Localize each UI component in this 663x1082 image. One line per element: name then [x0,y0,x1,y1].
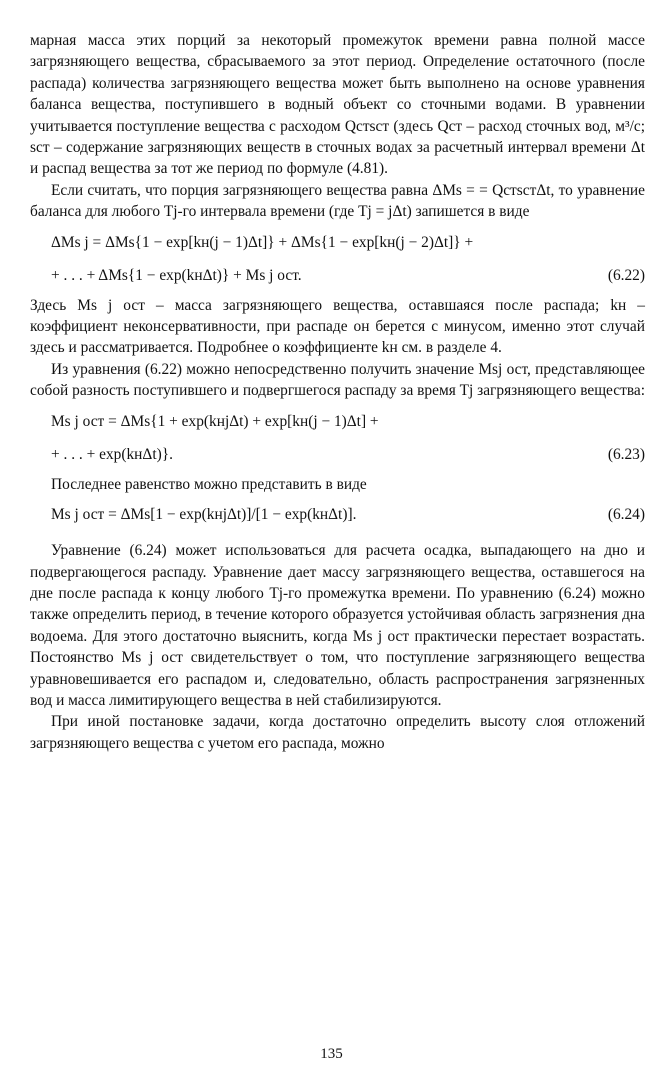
equation-number: (6.23) [607,445,645,463]
equation-text: + . . . + exp(kнΔt)}. [51,445,173,463]
equation-number: (6.22) [607,266,645,284]
equation-6-24 [51,501,645,528]
paragraph-continuation: марная масса этих порций за некоторый промежуток времени равна полной массе загрязняющего вещества, сбрасываемого за этот период. Определение остаточного (после распада) количества загрязняющего вещества может быть выполнено на основе уравнения баланса вещества, поступившего в водный объект со сточными водами. В уравнении учитывается поступление вещества с расходом Qстsст (здесь Qст – расход сточных вод, м³/с; sст – содержание загрязняющих веществ в сточных водах за расчетный интервал времени Δt и распад вещества за тот же период по формуле (4.81). [30,32,645,178]
equation-6-22-line-1 [51,229,645,256]
equation-number: (6.24) [607,506,645,524]
page-number: 135 [320,1046,343,1062]
paragraph-definitions: Здесь Ms j ост – масса загрязняющего вещества, оставшаяся после распада; kн – коэффициент неконсервативности, при распаде он берется с минусом, именно этот случай здесь и рассматривается. Подробнее о коэффициенте kн см. в разделе 4. [30,296,645,357]
equation-text: ΔMs j = ΔMs{1 − exp[kн(j − 1)Δt]} + ΔMs{1 − exp[kн(j − 2)Δt]} + [51,233,474,251]
equation-text: + . . . + ΔMs{1 − exp(kнΔt)} + Ms j ост. [51,266,302,284]
equation-6-23-line-2 [51,441,645,468]
equation-text: Ms j ост = ΔMs{1 + exp(kнjΔt) + exp[kн(j − 1)Δt] + [51,412,379,430]
equation-6-23-line-1 [51,408,645,435]
equation-text: Ms j ост = ΔMs[1 − exp(kнjΔt)]/[1 − exp(kнΔt)]. [51,506,357,524]
equation-6-22-line-2 [51,262,645,289]
paragraph-alternative-task: При иной постановке задачи, когда достаточно определить высоту слоя отложений загрязняющего вещества с учетом его распада, можно [30,713,645,752]
paragraph-derivation: Из уравнения (6.22) можно непосредственно получить значение Msj ост, представляющее собой разность поступившего и подвергшегося распаду за время Tj загрязняющего вещества: [30,360,645,400]
paragraph-portion-definition: Если считать, что порция загрязняющего вещества равна ΔMs = = QстsстΔt, то уравнение баланса для любого Tj-го интервала времени (где Tj = jΔt) запишется в виде [30,181,645,221]
paragraph-last-equality: Последнее равенство можно представить в виде [51,475,367,493]
paragraph-application: Уравнение (6.24) может использоваться для расчета осадка, выпадающего на дно и подвергающегося распаду. Уравнение дает массу загрязняющего вещества, оставшегося на дне после распада к концу любого Tj-го промежутка времени. По уравнению (6.24) можно также определить период, в течение которого образуется устойчивая область загрязнения дна водоема. Для этого достаточно выяснить, когда Ms j ост практически перестает возрастать. Постоянство Ms j ост свидетельствует о том, что поступление загрязняющего вещества уравновешивается его распадом и, следовательно, область распространения загрязненных вод и масса лимитирующего вещества в ней стабилизируются. [30,542,645,709]
